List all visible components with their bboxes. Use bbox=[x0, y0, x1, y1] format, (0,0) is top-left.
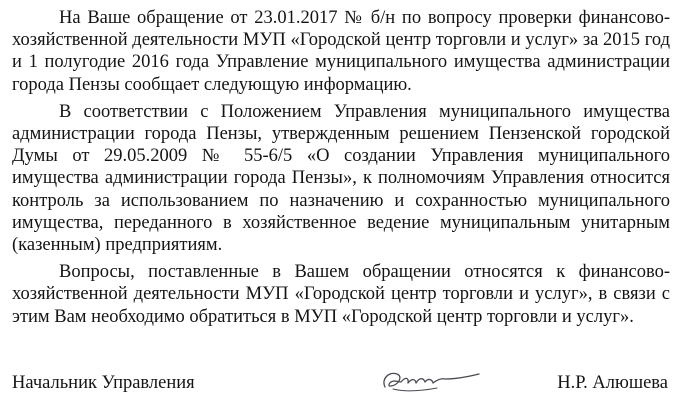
signature-block bbox=[12, 373, 668, 403]
paragraph-regulation: В соответствии с Положением Управления муниципального имущества администрации города Пензы, утвержденным решением Пензенской городской Думы от 29.05.2009 № 55-6/5 «О создании Управления муниципального имущества администрации города Пензы», к полномочиям Управления относится контроль за использованием по назначению и сохранностью муниципального имущества, переданного в хозяйственное ведение муниципальным унитарным (казенным) предприятиям. bbox=[12, 101, 670, 256]
signer-position: Начальник Управления bbox=[12, 373, 195, 393]
letter-body bbox=[12, 7, 670, 333]
handwritten-signature bbox=[375, 365, 485, 397]
paragraph-request-reply: На Ваше обращение от 23.01.2017 № б/н по вопросу проверки финансово-хозяйственной деятельности МУП «Городской центр торговли и услуг» за 2015 год и 1 полугодие 2016 года Управление муниципального имущества администрации города Пензы сообщает следующую информацию. bbox=[12, 8, 670, 95]
paragraph-referral: Вопросы, поставленные в Вашем обращении относятся к финансово-хозяйственной деятельности МУП «Городской центр торговли и услуг», в связи с этим Вам необходимо обратиться в МУП «Городской центр торговли и услуг». bbox=[12, 262, 670, 327]
signer-name: Н.Р. Алюшева bbox=[557, 373, 668, 393]
